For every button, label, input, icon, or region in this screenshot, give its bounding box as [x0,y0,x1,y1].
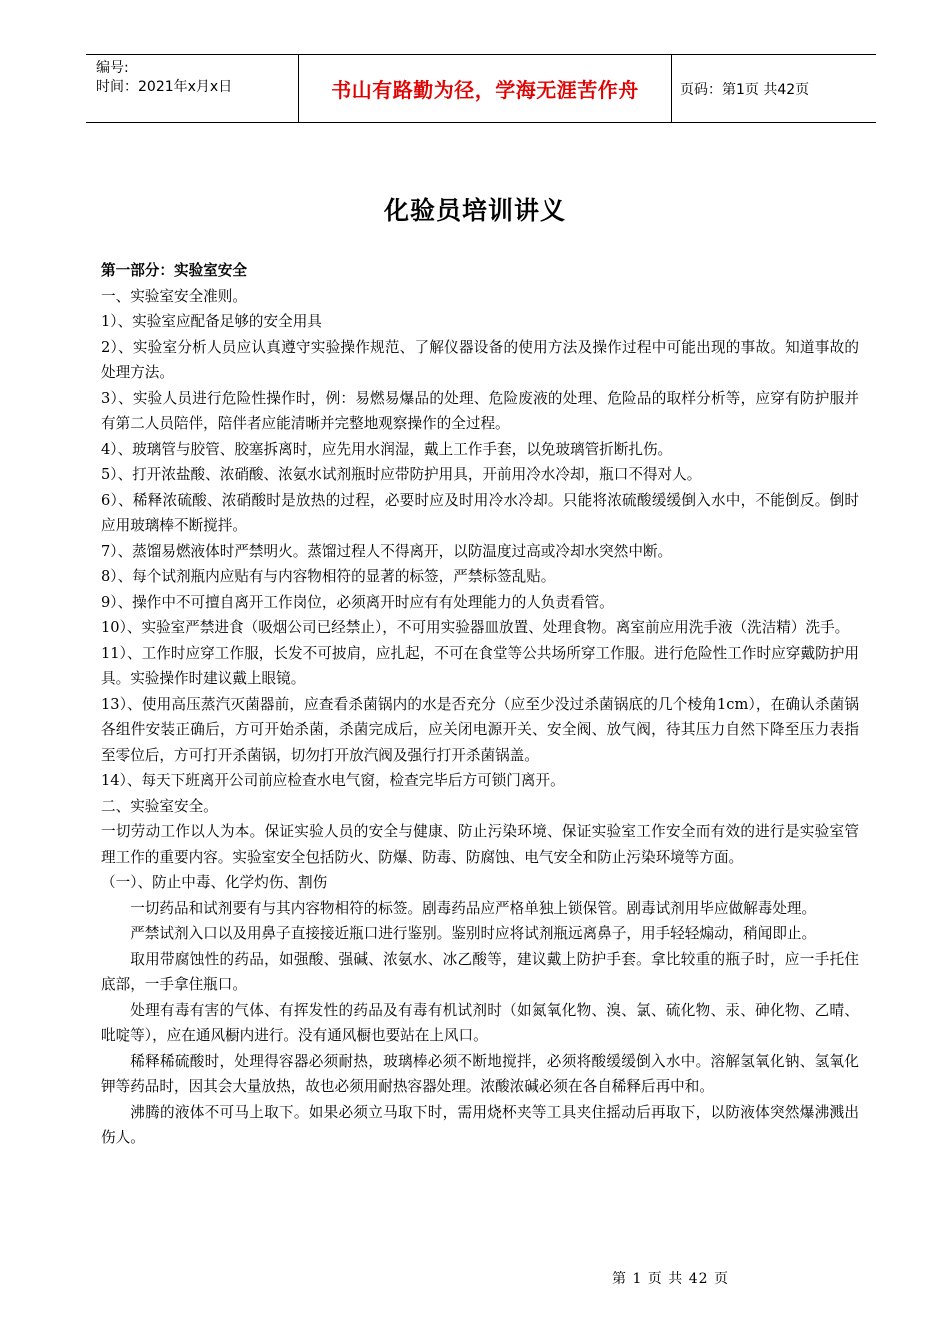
body-paragraph: 14）、每天下班离开公司前应检查水电气窗，检查完毕后方可锁门离开。 [101,772,565,789]
document-title: 化验员培训讲义 [383,196,566,225]
header-meta [86,55,298,122]
body-paragraph: 4）、玻璃管与胶管、胶塞拆离时，应先用水润湿，戴上工作手套，以免玻璃管折断扎伤。 [101,440,673,458]
body-paragraph: 5）、打开浓盐酸、浓硝酸、浓氨水试剂瓶时应带防护用具，开前用冷水冷却，瓶口不得对人。 [101,466,702,483]
serial-label: 编号: [96,60,129,76]
section-heading: 第一部分：实验室安全 [101,262,247,279]
body-paragraph: 11）、工作时应穿工作服，长发不可披肩，应扎起，不可在食堂等公共场所穿工作服。进行危险性工作时应穿戴防护用具。实验操作时建议戴上眼镜。 [101,644,859,687]
body-paragraph: 2）、实验室分析人员应认真遵守实验操作规范、了解仪器设备的使用方法及操作过程中可能出现的事故。知道事故的处理方法。 [101,338,859,381]
document-body [101,258,859,1151]
body-paragraph: 10）、实验室严禁进食（吸烟公司已经禁止），不可用实验器皿放置、处理食物。离室前应用洗手液（洗洁精）洗手。 [101,619,850,636]
body-paragraph: 1）、实验室应配备足够的安全用具 [101,313,322,330]
body-paragraph: 一切劳动工作以人为本。保证实验人员的安全与健康、防止污染环境、保证实验室工作安全而有效的进行是实验室管理工作的重要内容。实验室安全包括防火、防爆、防毒、防腐蚀、电气安全和防止污染环境等方面。 [101,823,859,866]
header-motto: 书山有路勤为径，学海无涯苦作舟 [298,55,672,122]
body-paragraph: 7）、蒸馏易燃液体时严禁明火。蒸馏过程人不得离开，以防温度过高或冷却水突然中断。 [101,542,673,560]
body-paragraph: 3）、实验人员进行危险性操作时，例：易燃易爆品的处理、危险废液的处理、危险品的取样分析等，应穿有防护服并有第二人员陪伴，陪伴者应能清晰并完整地观察操作的全过程。 [101,389,859,432]
body-paragraph: 取用带腐蚀性的药品，如强酸、强碱、浓氨水、冰乙酸等，建议戴上防护手套。拿比较重的瓶子时，应一手托住底部，一手拿住瓶口。 [101,950,859,993]
body-paragraph: 一、实验室安全准则。 [101,287,247,305]
page-footer: 第 1 页 共 42 页 [612,1271,729,1287]
page-header [86,54,876,123]
body-paragraph: 6）、稀释浓硫酸、浓硝酸时是放热的过程，必要时应及时用冷水冷却。只能将浓硫酸缓缓倒入水中，不能倒反。倒时应用玻璃棒不断搅拌。 [101,491,859,534]
body-paragraph: 严禁试剂入口以及用鼻子直接接近瓶口进行鉴别。鉴别时应将试剂瓶远离鼻子，用手轻轻煽动，稍闻即止。 [130,925,817,942]
body-paragraph: 一切药品和试剂要有与其内容物相符的标签。剧毒药品应严格单独上锁保管。剧毒试剂用毕应做解毒处理。 [130,899,817,917]
body-paragraph: 沸腾的液体不可马上取下。如果必须立马取下时，需用烧杯夹等工具夹住摇动后再取下，以防液体突然爆沸溅出伤人。 [101,1103,859,1146]
header-page-info: 页码：第1页 共42页 [680,81,810,98]
body-paragraph: 稀释稀硫酸时，处理得容器必须耐热，玻璃棒必须不断地搅拌，必须将酸缓缓倒入水中。溶解氢氧化钠、氢氧化钾等药品时，因其会大量放热，故也必须用耐热容器处理。浓酸浓碱必须在各自稀释后再中和。 [101,1052,859,1095]
body-paragraph: （一）、防止中毒、化学灼伤、割伤 [101,874,328,891]
date-label: 时间：2021年x月x日 [96,79,233,95]
body-paragraph: 8）、每个试剂瓶内应贴有与内容物相符的显著的标签，严禁标签乱贴。 [101,568,556,585]
body-paragraph: 二、实验室安全。 [101,797,218,815]
body-paragraph: 13）、使用高压蒸汽灭菌器前，应查看杀菌锅内的水是否充分（应至少没过杀菌锅底的几个棱角1cm），在确认杀菌锅各组件安装正确后，方可开始杀菌，杀菌完成后，应关闭电源开关、安全阀、放气阀，待其压力自然下降至压力表指至零位后，方可打开杀菌锅，切勿打开放汽阀及强行打开杀菌锅盖。 [101,695,859,764]
body-paragraph: 9）、操作中不可擅自离开工作岗位，必须离开时应有有处理能力的人负责看管。 [101,593,614,611]
body-paragraph: 处理有毒有害的气体、有挥发性的药品及有毒有机试剂时（如氮氧化物、溴、氯、硫化物、汞、砷化物、乙晴、吡啶等），应在通风橱内进行。没有通风橱也要站在上风口。 [101,1001,859,1044]
